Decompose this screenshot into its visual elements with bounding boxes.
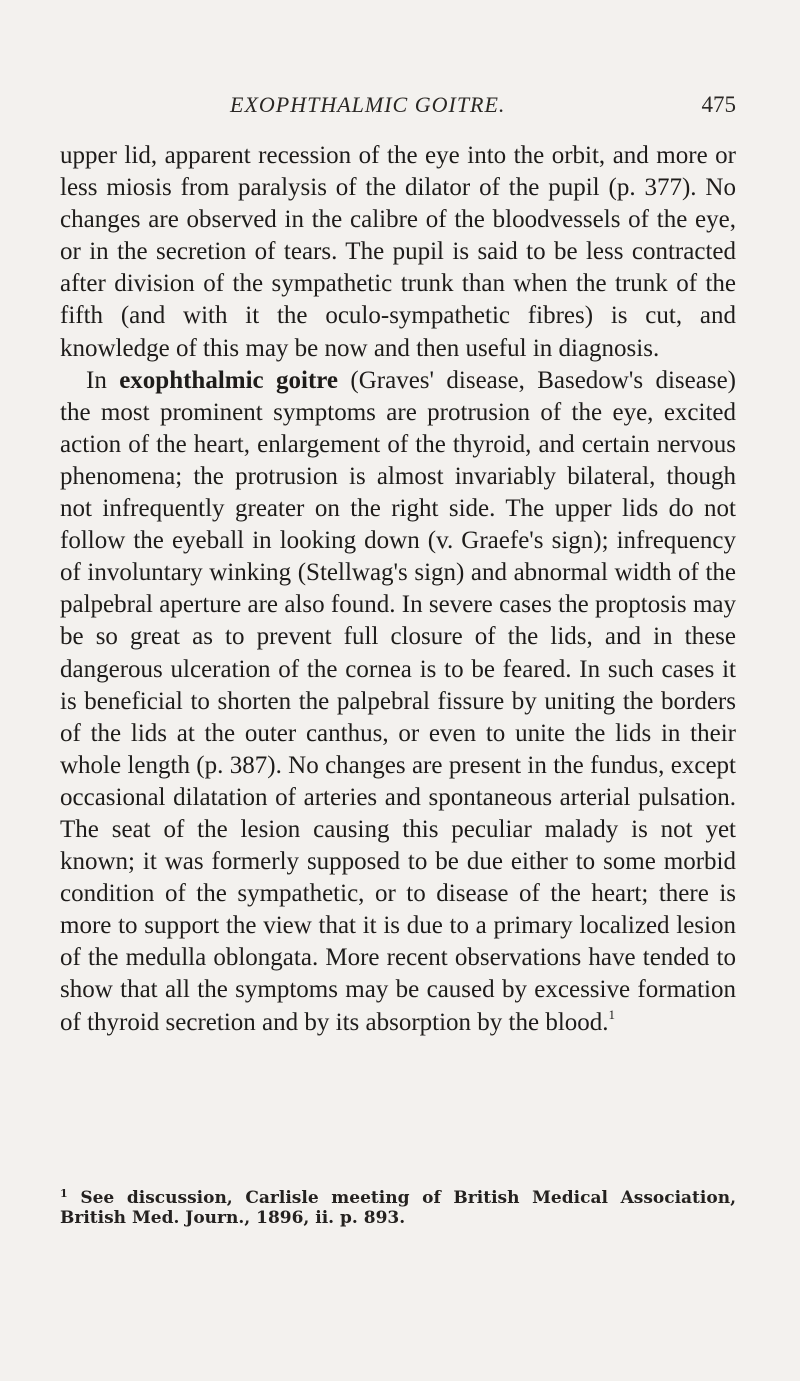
paragraph-2-text: (Graves' disease, Basedow's disease) the most prominent symptoms are protrusion of the eye, excited action of the heart, enlargement of the thyroid, and certain nervous phenomena; the protrusion is almost invariably bilateral, though not infrequently greater on the right side. The upper lids do not follow the eyeball in looking down (v. Graefe's sign); infrequency of involuntary winking (Stellwag's sign) and abnormal width of the palpebral aperture are also found. In severe cases the proptosis may be so great as to prevent full closure of the lids, and in these dangerous ulceration of the cornea is to be feared. In such cases it is beneficial to shorten the palpebral fissure by uniting the borders of the lids at the outer canthus, or even to unite the lids in their whole length (p. 387). No changes are present in the fundus, except occasional dilatation of arteries and spontaneous arterial pulsation. The seat of the lesion causing this peculiar malady is not yet known; it was formerly supposed to be due either to some morbid condition of the sympathetic, or to disease of the heart; there is more to support the view that it is due to a primary localized lesion of the medulla oblongata. More recent observations have tended to show that all the symptoms may be caused by excessive formation of thyroid secretion and by its absorption by the blood. xyxy=(60,366,736,1036)
body-text xyxy=(60,140,736,1039)
footnote xyxy=(60,1188,736,1228)
paragraph-1: upper lid, apparent recession of the eye into the orbit, and more or less miosis from paralysis of the dilator of the pupil (p. 377). No changes are observed in the calibre of the bloodvessels of the eye, or in the secretion of tears. The pupil is said to be less contracted after division of the sympathetic trunk than when the trunk of the fifth (and with it the oculo-sympathetic fibres) is cut, and knowledge of this may be now and then useful in diagnosis. xyxy=(60,142,736,362)
footnote-marker: 1 xyxy=(60,1187,68,1200)
footnote-reference: 1 xyxy=(608,1006,616,1022)
page-number: 475 xyxy=(701,92,736,117)
paragraph-2 xyxy=(60,365,736,1039)
paragraph-2-prefix: In xyxy=(86,366,120,394)
running-title: EXOPHTHALMIC GOITRE. xyxy=(230,92,506,117)
footnote-text: See discussion, Carlisle meeting of British Medical Association, British Med. Journ., 1896, ii. p. 893. xyxy=(60,1188,736,1228)
running-head xyxy=(60,92,736,122)
term-exophthalmic-goitre: exophthalmic goitre xyxy=(119,366,339,394)
